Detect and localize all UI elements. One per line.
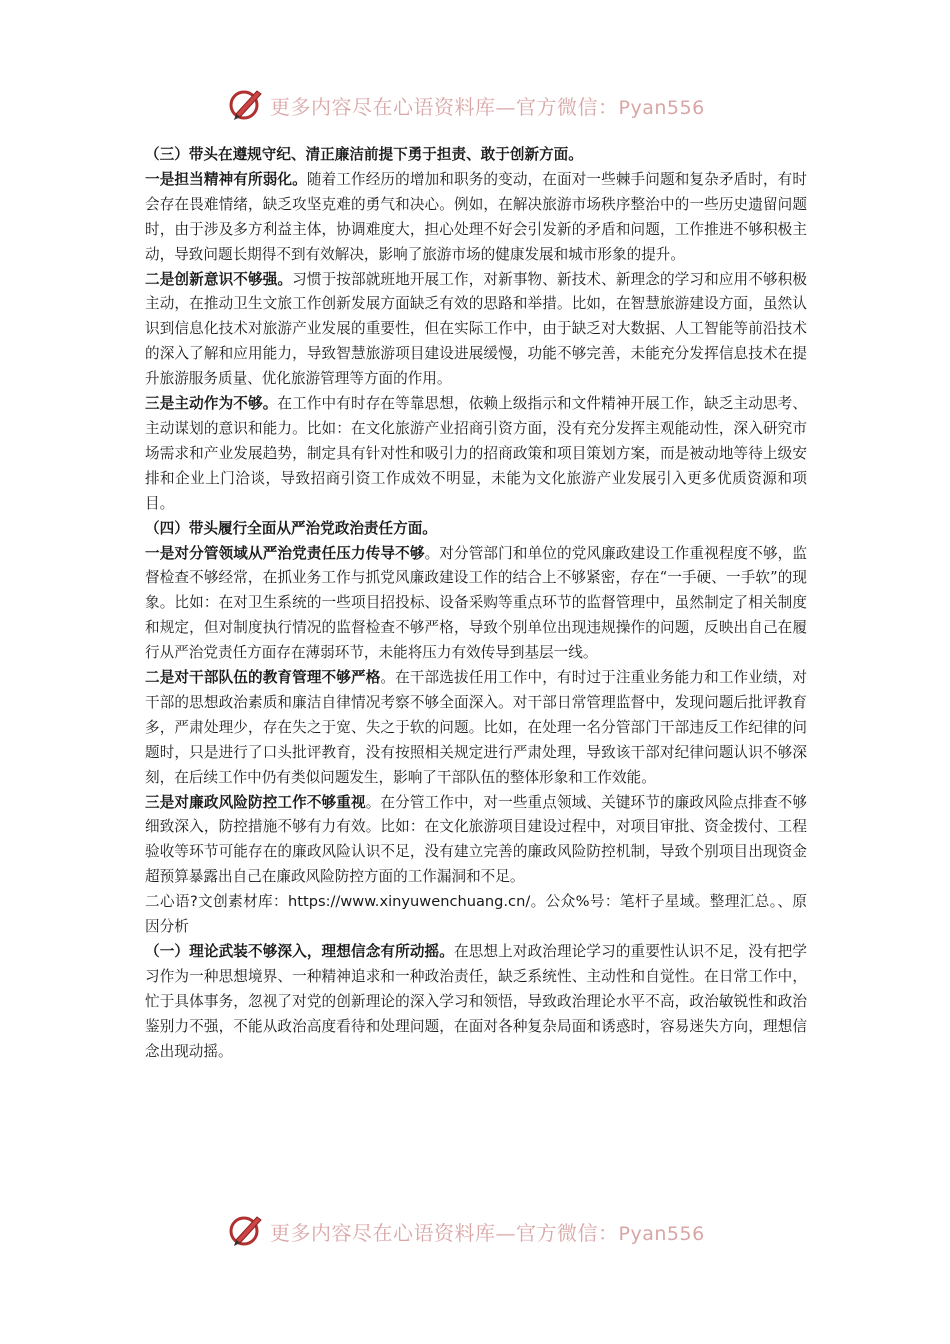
paragraph-7-lead: （一）理论武装不够深入，理想信念有所动摇。	[145, 943, 454, 960]
paragraph-1-lead: 一是担当精神有所弱化。	[145, 170, 307, 188]
paragraph-7-text: 在思想上对政治理论学习的重要性认识不足，没有把学习作为一种思想境界、一种精神追求和一种政治责任，缺乏系统性、主动性和自觉性。在日常工作中，忙于具体事务，忽视了对党的创新理论的深入学习和领悟，导致政治理论水平不高，政治敏锐性和政治鉴别力不强，不能从政治高度看待和处理问题，在面对各种复杂局面和诱惑时，容易迷失方向，理想信念出现动摇。	[145, 943, 807, 1060]
paragraph-4-lead: 一是对分管领域从严治党责任压力传导不够	[145, 544, 425, 562]
document-body	[145, 143, 807, 1065]
pen-logo-icon	[226, 84, 266, 124]
paragraph-5	[145, 666, 807, 791]
paragraph-6-lead: 三是对廉政风险防控工作不够重视	[145, 793, 366, 811]
paragraph-4	[145, 542, 807, 667]
inserted-source-text: 二心语?文创素材库：https://www.xinyuwenchuang.cn/。公众%号：笔杆子星域。整理汇总。、原因分析	[145, 893, 807, 936]
footer-banner	[0, 1208, 950, 1252]
paragraph-4-text: 。对分管部门和单位的党风廉政建设工作重视程度不够，监督检查不够经常，在抓业务工作与抓党风廉政建设工作的结合上不够紧密，存在“一手硬、一手软”的现象。比如：在对卫生系统的一些项目招投标、设备采购等重点环节的监督管理中，虽然制定了相关制度和规定，但对制度执行情况的监督检查不够严格，导致个别单位出现违规操作的问题，反映出自己在履行从严治党责任方面存在薄弱环节，未能将压力有效传导到基层一线。	[145, 544, 807, 662]
paragraph-5-text: 。在干部选拔任用工作中，有时过于注重业务能力和工作业绩，对干部的思想政治素质和廉洁自律情况考察不够全面深入。对干部日常管理监督中，发现问题后批评教育多，严肃处理少，存在失之于宽、失之于软的问题。比如，在处理一名分管部门干部违反工作纪律的问题时，只是进行了口头批评教育，没有按照相关规定进行严肃处理，导致该干部对纪律问题认识不够深刻，在后续工作中仍有类似问题发生，影响了干部队伍的整体形象和工作效能。	[145, 669, 807, 786]
paragraph-2-lead: 二是创新意识不够强。	[145, 270, 293, 288]
paragraph-6	[145, 791, 807, 891]
paragraph-3-lead: 三是主动作为不够。	[145, 395, 278, 413]
footer-wechat-id: Pyan556	[618, 1223, 705, 1245]
paragraph-1-text: 随着工作经历的增加和职务的变动，在面对一些棘手问题和复杂矛盾时，有时会存在畏难情绪，缺乏攻坚克难的勇气和决心。例如，在解决旅游市场秩序整治中的一些历史遗留问题时，由于涉及多方利益主体，协调难度大，担心处理不好会引发新的矛盾和问题，工作推进不够积极主动，导致问题长期得不到有效解决，影响了旅游市场的健康发展和城市形象的提升。	[145, 170, 807, 263]
header-wechat-id: Pyan556	[618, 97, 705, 119]
paragraph-2-text: 习惯于按部就班地开展工作，对新事物、新技术、新理念的学习和应用不够积极主动，在推动卫生文旅工作创新发展方面缺乏有效的思路和举措。比如，在智慧旅游建设方面，虽然认识到信息化技术对旅游产业发展的重要性，但在实际工作中，由于缺乏对大数据、人工智能等前沿技术的深入了解和应用能力，导致智慧旅游项目建设进展缓慢，功能不够完善，未能充分发挥信息技术在提升旅游服务质量、优化旅游管理等方面的作用。	[145, 270, 807, 388]
header-banner	[0, 82, 950, 126]
paragraph-3-text: 在工作中有时存在等靠思想，依赖上级指示和文件精神开展工作，缺乏主动思考、主动谋划的意识和能力。比如：在文化旅游产业招商引资方面，没有充分发挥主观能动性，深入研究市场需求和产业发展趋势，制定具有针对性和吸引力的招商政策和项目策划方案，而是被动地等待上级安排和企业上门洽谈，导致招商引资工作成效不明显，未能为文化旅游产业发展引入更多优质资源和项目。	[145, 395, 807, 512]
header-banner-text: 更多内容尽在心语资料库—官方微信：Pyan556	[270, 95, 705, 119]
section-4-heading: （四）带头履行全面从严治党政治责任方面。	[145, 519, 437, 537]
paragraph-1	[145, 168, 807, 268]
paragraph-2	[145, 268, 807, 393]
paragraph-7	[145, 940, 807, 1065]
paragraph-5-lead: 二是对干部队伍的教育管理不够严格	[145, 669, 381, 687]
paragraph-6-text: 。在分管工作中，对一些重点领域、关键环节的廉政风险点排查不够细致深入，防控措施不够有力有效。比如：在文化旅游项目建设过程中，对项目审批、资金拨付、工程验收等环节可能存在的廉政风险认识不足，没有建立完善的廉政风险防控机制，导致个别项目出现资金超预算暴露出自己在廉政风险防控方面的工作漏洞和不足。	[145, 793, 807, 886]
section-3-heading: （三）带头在遵规守纪、清正廉洁前提下勇于担责、敢于创新方面。	[145, 146, 583, 163]
footer-banner-text: 更多内容尽在心语资料库—官方微信：Pyan556	[270, 1221, 705, 1245]
paragraph-3	[145, 392, 807, 517]
pen-logo-icon	[226, 1210, 266, 1250]
